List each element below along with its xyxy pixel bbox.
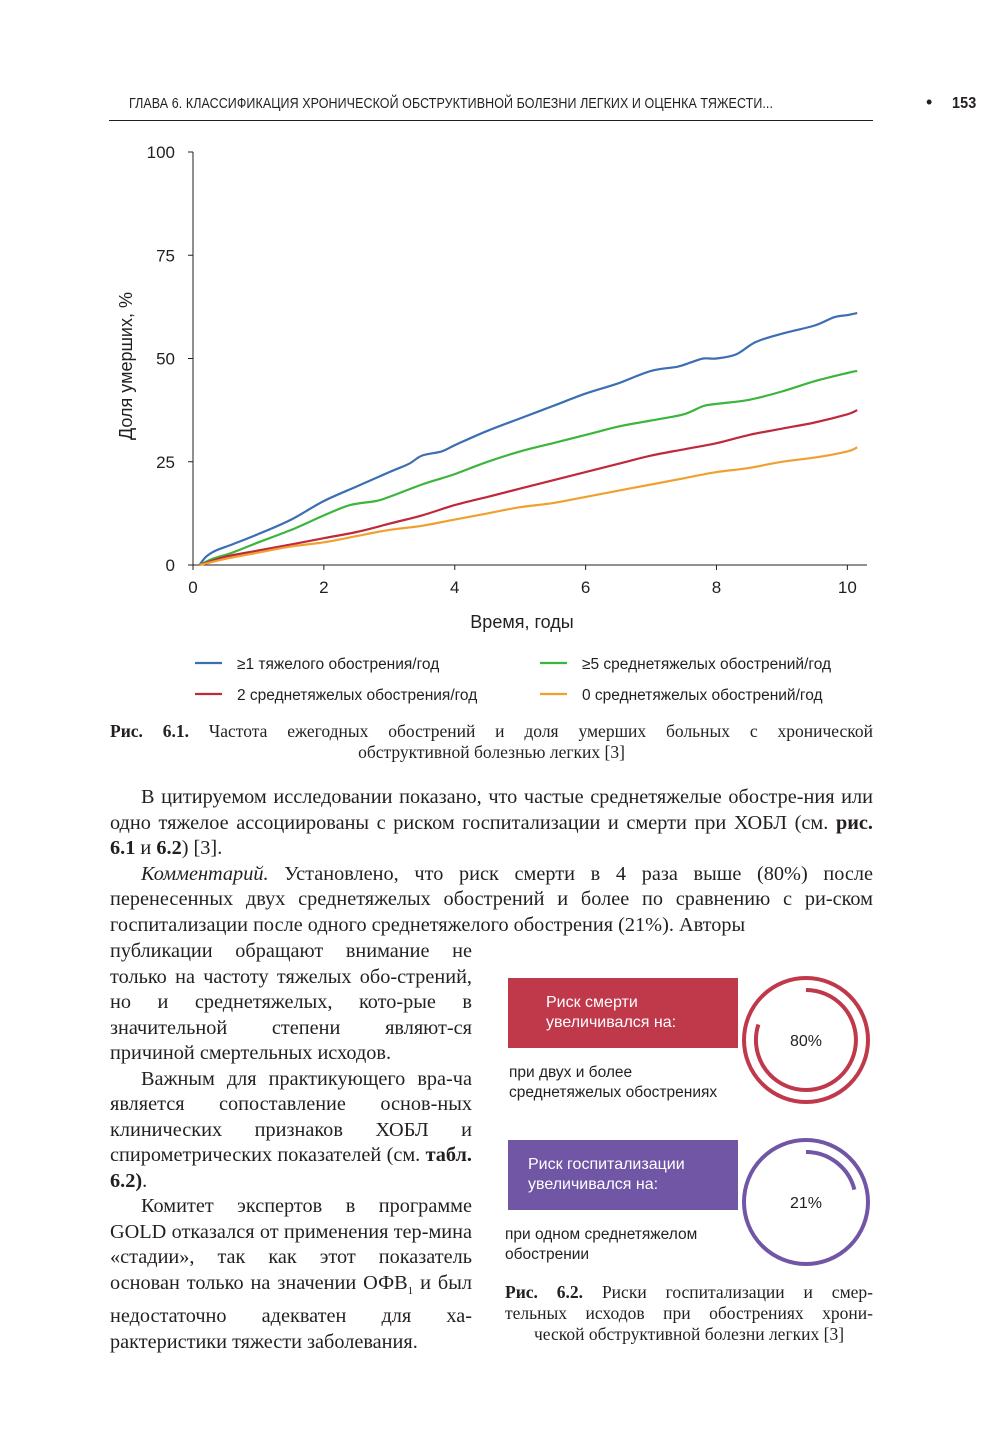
death-risk-box (508, 978, 738, 1048)
chapter-title: ГЛАВА 6. КЛАССИФИКАЦИЯ ХРОНИЧЕСКОЙ ОБСТРУКТИВНОЙ БОЛЕЗНИ ЛЕГКИХ И ОЦЕНКА ТЯЖЕСТИ... (129, 96, 774, 112)
legend-label: 0 среднетяжелых обострений/год (582, 687, 823, 704)
x-tick-label: 6 (580, 578, 591, 597)
paragraph-1 (110, 785, 873, 862)
series-line-3 (200, 410, 858, 565)
series-line-2 (200, 371, 858, 565)
y-tick-label: 75 (156, 246, 175, 266)
y-axis-label: Доля умерших, % (116, 292, 136, 440)
figure2-caption-line2: тельных исходов при обострениях хрони- (505, 1303, 873, 1323)
paragraph-4-end: . (142, 1169, 148, 1192)
death-risk-line1: Риск смерти (546, 994, 638, 1011)
x-tick-label: 10 (837, 578, 857, 597)
body-text-column (110, 939, 472, 1355)
figure2-caption (505, 1282, 873, 1345)
series-line-4 (200, 447, 858, 565)
figure1-label: Рис. 6.1. (110, 721, 190, 741)
death-risk-value: 80% (789, 1033, 823, 1050)
death-ring-outer (744, 978, 868, 1102)
chart-legend (195, 656, 831, 704)
hospital-ring-progress-arc (806, 1152, 854, 1190)
hospital-risk-note-line1: при одном среднетяжелом (505, 1226, 698, 1243)
death-risk-note (509, 1063, 717, 1103)
hospital-risk-line1: Риск госпитализации (528, 1156, 685, 1173)
hospital-risk-note-line2: обострении (505, 1246, 590, 1263)
figure-ref-6-1: рис. 6.1 (110, 811, 873, 859)
paragraph-5-end: и был недостаточно адекватен для ха-рактеристики тяжести заболевания. (110, 1271, 472, 1353)
paragraph-1-and: и (135, 837, 157, 859)
y-tick-label: 0 (165, 556, 175, 575)
paragraph-2 (110, 862, 873, 939)
header-bullet: • (926, 92, 933, 112)
death-risk-note-line2: среднетяжелых обострениях (509, 1084, 718, 1101)
paragraph-4-text: Важным для практикующего вра-ча является сопоставление основ-ных клинических признаков ХОБЛ и спирометрических показателей (см. (110, 1067, 472, 1166)
legend-label: 2 среднетяжелых обострения/год (237, 687, 478, 704)
y-axis (147, 143, 193, 575)
paragraph-5 (110, 1194, 472, 1355)
figure1-caption-line1: Частота ежегодных обострений и доля умерших больных с хронической (208, 721, 873, 741)
body-text-full (110, 785, 873, 938)
x-axis-label: Время, годы (470, 612, 574, 632)
hospital-risk-box (508, 1140, 738, 1210)
x-tick-label: 0 (188, 578, 198, 597)
paragraph-2-text: Установлено, что риск смерти в 4 раза выше (80%) после перенесенных двух среднетяжелых обострений и более по сравнению с ри-ском госпитализации после одного среднетяжелого обострения (21%). Авторы (110, 862, 873, 936)
death-risk-ring (744, 978, 868, 1102)
legend-label: ≥1 тяжелого обострения/год (237, 656, 440, 673)
page-number: 153 (952, 95, 977, 112)
death-risk-line2: увеличивался на: (546, 1014, 677, 1031)
paragraph-4 (110, 1067, 472, 1195)
figure2-caption-line3: ческой обструктивной болезни легких [3] (533, 1324, 845, 1344)
x-axis (188, 565, 867, 597)
death-risk-note-line1: при двух и более (509, 1064, 633, 1081)
figure1-caption-line2: обструктивной болезнью легких [3] (358, 742, 625, 762)
paragraph-1-text: В цитируемом исследовании показано, что частые среднетяжелые обостре-ния или одно тяжелое ассоциированы с риском госпитализации и смерти при ХОБЛ (см. (110, 786, 873, 834)
figure1-caption (110, 721, 873, 763)
comment-label: Комментарий. (141, 862, 269, 885)
figure-ref-6-2: 6.2 (156, 837, 182, 859)
y-tick-label: 100 (146, 143, 175, 162)
figure2-caption-line1: Риски госпитализации и смер- (601, 1282, 873, 1302)
table-ref-6-2: табл. 6.2) (110, 1144, 472, 1192)
hospital-risk-value: 21% (789, 1195, 823, 1212)
hospital-risk-note (505, 1225, 697, 1265)
y-tick-label: 50 (156, 349, 175, 369)
x-tick-label: 2 (319, 578, 329, 597)
hospital-risk-line2: увеличивался на: (528, 1176, 659, 1193)
hospital-ring-outer (744, 1140, 868, 1264)
hospital-risk-ring (744, 1140, 868, 1264)
paragraph-1-end: ) [3]. (181, 837, 223, 859)
fev-subscript: 1 (407, 1284, 414, 1297)
y-tick-label: 25 (156, 452, 175, 472)
paragraph-3: публикации обращают внимание не только на частоту тяжелых обо-стрений, но и среднетяжелых, кото-рые в значительной степени являют-ся причиной смертельных исходов. (110, 940, 472, 1064)
figure2-label: Рис. 6.2. (505, 1282, 584, 1302)
paragraph-5-text: Комитет экспертов в программе GOLD отказался от применения тер-мина «стадии», так как этот показатель основан только на значении ОФВ (110, 1195, 472, 1294)
death-ring-progress-arc (756, 990, 856, 1090)
x-tick-label: 4 (450, 578, 460, 597)
mortality-line-chart (0, 0, 1000, 720)
legend-label: ≥5 среднетяжелых обострений/год (582, 656, 832, 673)
chart-series (200, 313, 858, 565)
x-tick-label: 8 (711, 578, 722, 597)
